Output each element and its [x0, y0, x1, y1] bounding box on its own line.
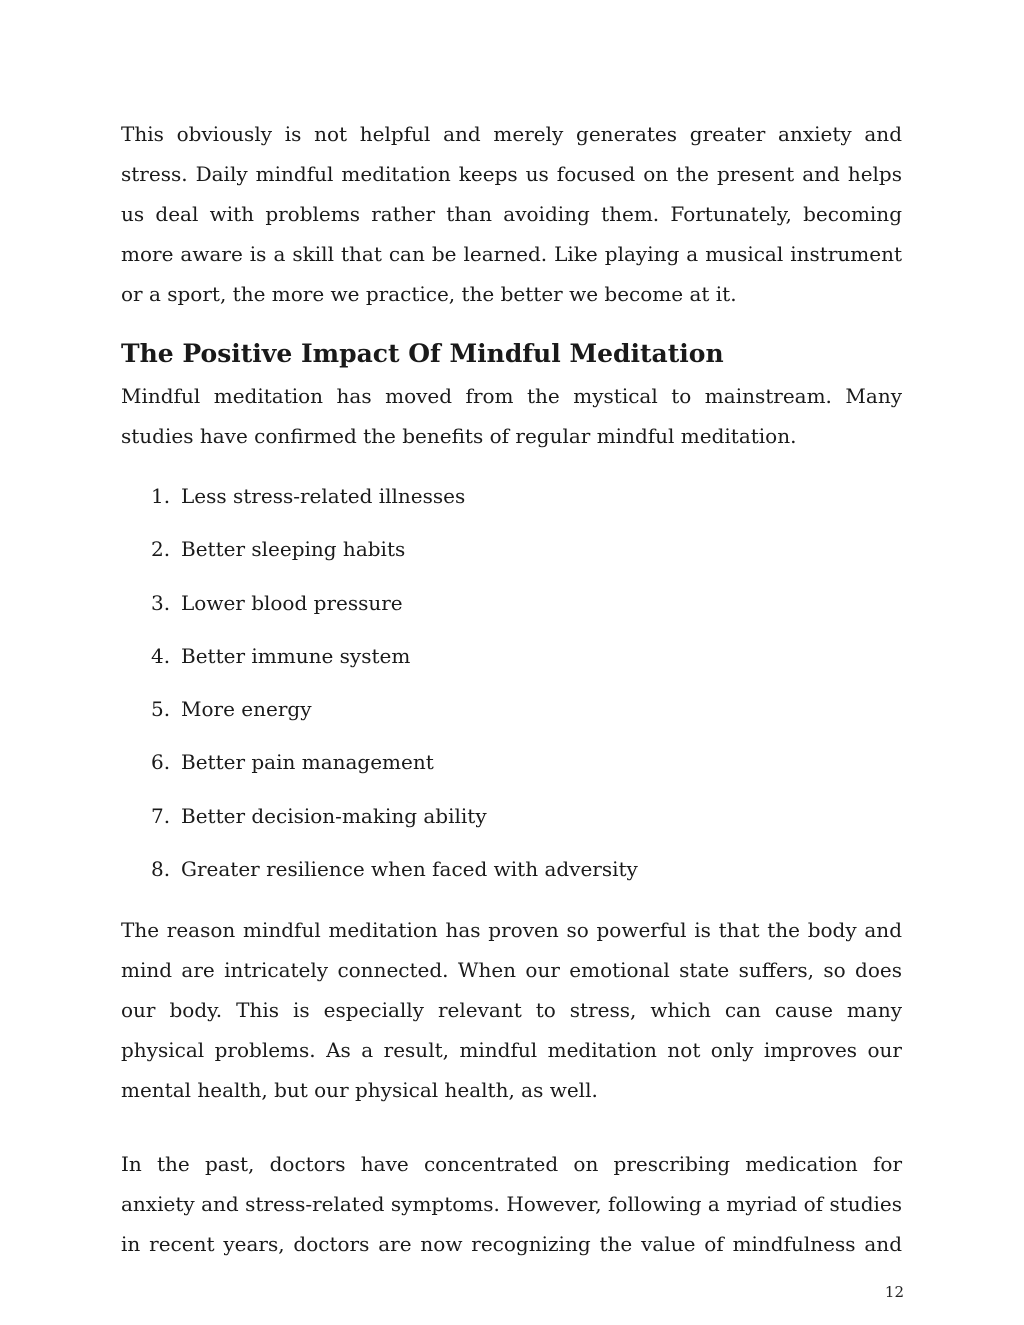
list-item — [121, 630, 902, 683]
list-item — [121, 577, 902, 630]
list-item-text: Lower blood pressure — [181, 590, 403, 615]
benefits-list — [121, 470, 902, 896]
list-item-number: 1. — [151, 484, 171, 508]
list-item-text: Better pain management — [181, 750, 434, 775]
page-number: 12 — [884, 1283, 904, 1301]
list-item — [121, 790, 902, 843]
body-paragraph-2: In the past, doctors have concentrated on prescribing medication for anxiety and stress-related symptoms. However, following a myriad of studies in recent years, doctors are now recognizing the value of mindfulness and — [121, 1152, 902, 1257]
list-item — [121, 523, 902, 576]
section-heading: The Positive Impact Of Mindful Meditation — [121, 339, 724, 368]
list-item-number: 6. — [151, 750, 171, 775]
list-item — [121, 683, 902, 736]
list-item — [121, 843, 902, 896]
list-item-text: Less stress-related illnesses — [181, 484, 466, 508]
list-item-text: Greater resilience when faced with adversity — [181, 857, 638, 882]
body-paragraph-1: The reason mindful meditation has proven so powerful is that the body and mind are intricately connected. When our emotional state suffers, so does our body. This is especially relevant to stress, which can cause many physical problems. As a result, mindful meditation not only improves our mental health, but our physical health, as well. — [121, 918, 902, 1103]
list-item-text: More energy — [181, 697, 312, 722]
list-item-number: 3. — [151, 590, 171, 615]
page-content — [121, 114, 902, 1264]
lead-paragraph: Mindful meditation has moved from the mystical to mainstream. Many studies have confirmed the benefits of regular mindful meditation. — [121, 384, 902, 448]
list-item-text: Better decision-making ability — [181, 803, 487, 828]
list-item-number: 2. — [151, 537, 171, 562]
list-item-number: 8. — [151, 857, 171, 882]
list-item-text: Better immune system — [181, 643, 411, 668]
list-item — [121, 470, 902, 523]
list-item-number: 7. — [151, 803, 171, 828]
list-item-number: 4. — [151, 643, 171, 668]
list-item-number: 5. — [151, 697, 171, 722]
intro-paragraph: This obviously is not helpful and merely generates greater anxiety and stress. Daily mindful meditation keeps us focused on the present and helps us deal with problems rather than avoiding them. Fortunately, becoming more aware is a skill that can be learned. Like playing a musical instrument or a sport, the more we practice, the better we become at it. — [121, 122, 902, 306]
list-item — [121, 736, 902, 789]
list-item-text: Better sleeping habits — [181, 537, 406, 562]
